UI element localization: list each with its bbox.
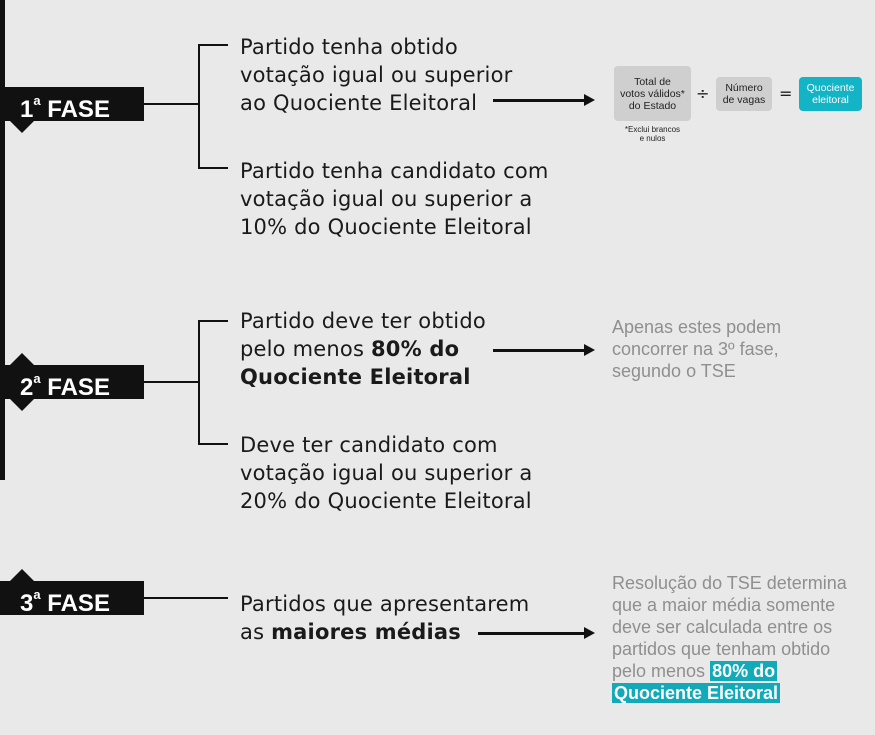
highlight: 80% do <box>712 661 776 681</box>
arrow <box>493 99 591 102</box>
bracket <box>198 320 200 445</box>
timeline-line <box>0 0 5 480</box>
formula-footnote: *Exclui brancos e nulos <box>624 125 681 143</box>
phase-2-label: 2$^a$ FASE <box>0 365 144 399</box>
phase-2-pointer-bottom <box>10 399 34 411</box>
bracket <box>198 44 200 169</box>
connector <box>198 44 228 46</box>
formula-votes-box: Total de votos válidos* do Estado <box>614 66 691 121</box>
phase-3-label: 3$^a$ FASE <box>0 581 144 615</box>
phase-1-pointer <box>10 121 34 133</box>
phase-2-item-2: Deve ter candidato com votação igual ou superior a 20% do Quociente Eleitoral <box>240 433 533 513</box>
phase-2-note: Apenas estes podem concorrer na 3º fase, segundo o TSE <box>612 317 782 381</box>
phase-3-pointer <box>10 569 34 581</box>
phase-3-item: Partidos que apresentarem as maiores médias <box>240 592 530 644</box>
phase-3-note: Resolução do TSE determina que a maior média somente deve ser calculada entre os partidos que tenham obtido pelo menos 80% do Quociente Eleitoral <box>612 573 847 703</box>
phase-1-item-2: Partido tenha candidato com votação igual ou superior a 10% do Quociente Eleitoral <box>240 159 549 239</box>
equals-sign: = <box>779 84 793 103</box>
phase-1-item-1: Partido tenha obtido votação igual ou superior ao Quociente Eleitoral <box>240 35 513 115</box>
phase-2-pointer-top <box>10 353 34 365</box>
phase-1-label: 1$^a$ FASE <box>0 87 144 121</box>
highlight: Quociente Eleitoral <box>614 683 779 703</box>
connector <box>198 167 228 169</box>
connector <box>144 381 198 383</box>
connector <box>144 597 228 599</box>
formula-seats-box: Número de vagas <box>716 77 772 111</box>
formula-result-box: Quociente eleitoral <box>799 77 862 111</box>
connector <box>198 443 228 445</box>
connector <box>144 103 198 105</box>
phase-2-item-1: Partido deve ter obtido pelo menos 80% do Quociente Eleitoral <box>240 309 486 389</box>
arrow <box>478 632 591 635</box>
arrow <box>493 349 591 352</box>
divide-sign: ÷ <box>696 84 710 103</box>
connector <box>198 320 228 322</box>
